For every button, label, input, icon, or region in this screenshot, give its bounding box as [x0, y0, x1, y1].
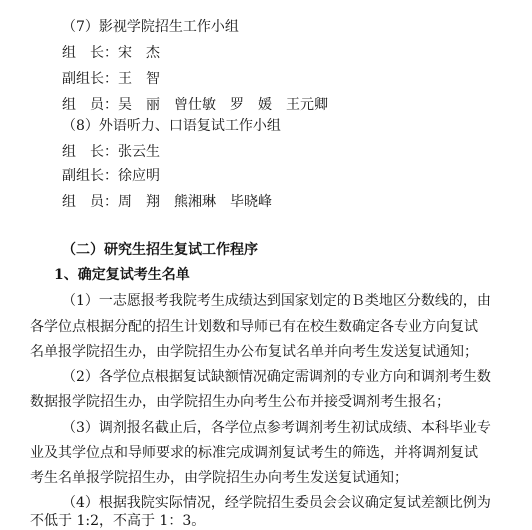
group8-members: 组 员：周 翔 熊湘琳 毕晓峰 [62, 194, 272, 210]
group7-members: 组 员：吴 丽 曾仕敏 罗 媛 王元卿 [62, 97, 328, 113]
group8-deputy: 副组长：徐应明 [62, 168, 160, 184]
paragraph-line: （3）调剂报名截止后，各学位点参考调剂考生初试成绩、本科毕业专 [62, 420, 491, 436]
subsection-heading: 1、确定复试考生名单 [54, 267, 190, 283]
group8-leader: 组 长：张云生 [62, 144, 160, 160]
paragraph-line: 考生名单报学院招生办，由学院招生办向考生发送复试通知； [30, 470, 408, 486]
paragraph-line: 名单报学院招生办，由学院招生办公布复试名单并向考生发送复试通知； [30, 344, 478, 360]
paragraph-line: 不低于 1:2，不高于 1：3。 [30, 513, 206, 529]
paragraph-line: （1）一志愿报考我院考生成绩达到国家划定的Ｂ类地区分数线的，由 [62, 293, 491, 309]
paragraph-line: 数据报学院招生办，由学院招生办向考生公布并接受调剂考生报名； [30, 394, 450, 410]
group7-title: （7）影视学院招生工作小组 [62, 19, 239, 35]
paragraph-line: 业及其学位点和导师要求的标准完成调剂复试考生的筛选，并将调剂复试 [30, 445, 478, 461]
paragraph-line: （4）根据我院实际情况，经学院招生委员会会议确定复试差额比例为 [62, 495, 491, 511]
group8-title: （8）外语听力、口语复试工作小组 [62, 118, 281, 134]
group7-deputy: 副组长：王 智 [62, 71, 160, 87]
paragraph-line: （2）各学位点根据复试缺额情况确定需调剂的专业方向和调剂考生数 [62, 369, 491, 385]
group7-leader: 组 长：宋 杰 [62, 45, 160, 61]
section-heading: （二）研究生招生复试工作程序 [62, 242, 258, 258]
paragraph-line: 各学位点根据分配的招生计划数和导师已有在校生数确定各专业方向复试 [30, 319, 478, 335]
